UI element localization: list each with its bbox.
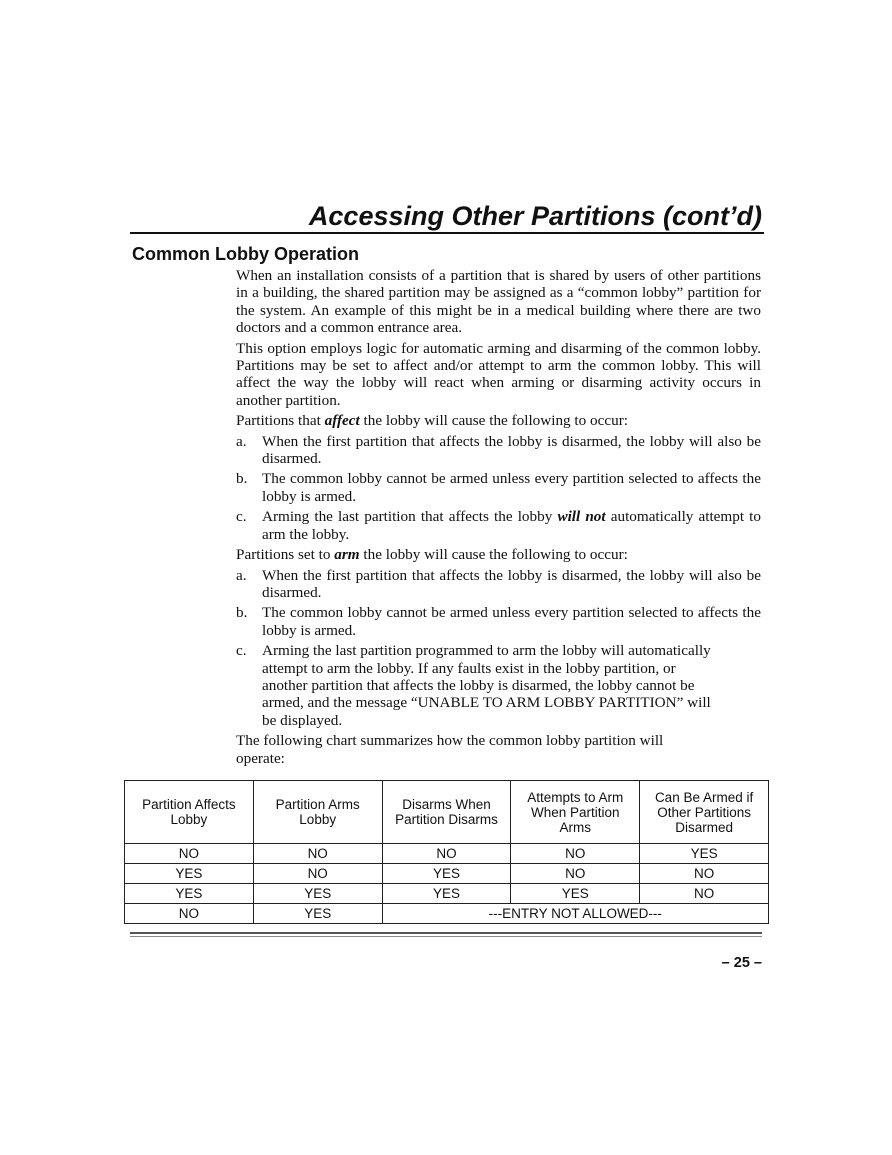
affect-emphasis: affect [324,412,360,430]
list-marker: a. [236,566,247,584]
list-marker: c. [236,508,247,526]
list-text: Arming the last partition that affects the lobby will not automatically attempt to arm the lobby. [262,508,761,543]
table-cell: NO [511,864,640,884]
table-cell: NO [253,864,382,884]
footer-rule [130,932,762,934]
table-cell: YES [125,864,254,884]
list-marker: c. [236,642,247,660]
list-item [236,642,761,729]
will-not-emphasis: will not [557,508,606,526]
table-cell: NO [125,844,254,864]
title-rule [130,232,764,234]
table-cell: YES [253,904,382,924]
paragraph-logic: This option employs logic for automatic arming and disarming of the common lobby. Partitions may be set to affect and/or attempt to arm the common lobby. This will affect the way the lobby will react when arming or disarming activity occurs in another partition. [236,339,761,409]
table-cell: YES [382,864,511,884]
table-header-row [125,781,769,844]
list-marker: b. [236,470,248,488]
table-cell: NO [125,904,254,924]
list-text: The common lobby cannot be armed unless every partition selected to affects the lobby is armed. [262,604,761,639]
column-header: Attempts to Arm When Partition Arms [511,781,640,844]
body-text [236,267,761,770]
list-text: When the first partition that affects the lobby is disarmed, the lobby will also be disarmed. [262,566,761,601]
table-cell: NO [382,844,511,864]
arm-intro: Partitions set to arm the lobby will cause the following to occur: [236,546,628,564]
list-text: Arming the last partition programmed to arm the lobby will automatically attempt to arm the lobby. If any faults exist in the lobby partition, or another partition that affects the lobby is disarmed, the lobby cannot be armed, and the message “UNABLE TO ARM LOBBY PARTITION” will be displayed. [262,642,711,729]
footer-rule [130,936,762,937]
table-cell: NO [640,884,769,904]
table-cell: YES [253,884,382,904]
page-number: – 25 – [721,955,762,971]
chart-intro: The following chart summarizes how the common lobby partition will operate: [236,732,664,767]
column-header: Can Be Armed if Other Partitions Disarmed [640,781,769,844]
affect-intro: Partitions that affect the lobby will cause the following to occur: [236,412,628,430]
table-cell: YES [511,884,640,904]
table-row [125,884,769,904]
list-marker: b. [236,604,248,622]
table-cell: YES [640,844,769,864]
list-item [236,433,761,468]
list-item [236,604,761,639]
table-cell: NO [253,844,382,864]
list-item [236,508,761,543]
column-header: Partition Affects Lobby [125,781,254,844]
list-item [236,567,761,602]
table-cell: YES [382,884,511,904]
table-cell: NO [640,864,769,884]
arm-emphasis: arm [334,546,360,564]
paragraph-intro: When an installation consists of a partition that is shared by users of other partitions in a building, the shared partition may be assigned as a “common lobby” partition for the system. An example of this might be in a medical building where there are two doctors and a common entrance area. [236,267,761,337]
summary-table [124,780,769,924]
section-heading: Common Lobby Operation [132,244,359,264]
table-cell: YES [125,884,254,904]
table-row [125,904,769,924]
column-header: Partition Arms Lobby [253,781,382,844]
list-item [236,470,761,505]
entry-not-allowed-cell: ---ENTRY NOT ALLOWED--- [382,904,768,924]
list-text: The common lobby cannot be armed unless every partition selected to affects the lobby is armed. [262,470,761,505]
page-title: Accessing Other Partitions (cont’d) [308,201,762,231]
table-row [125,864,769,884]
table-cell: NO [511,844,640,864]
column-header: Disarms When Partition Disarms [382,781,511,844]
list-marker: a. [236,432,247,450]
table-row [125,844,769,864]
list-text: When the first partition that affects the lobby is disarmed, the lobby will also be disarmed. [262,432,761,468]
